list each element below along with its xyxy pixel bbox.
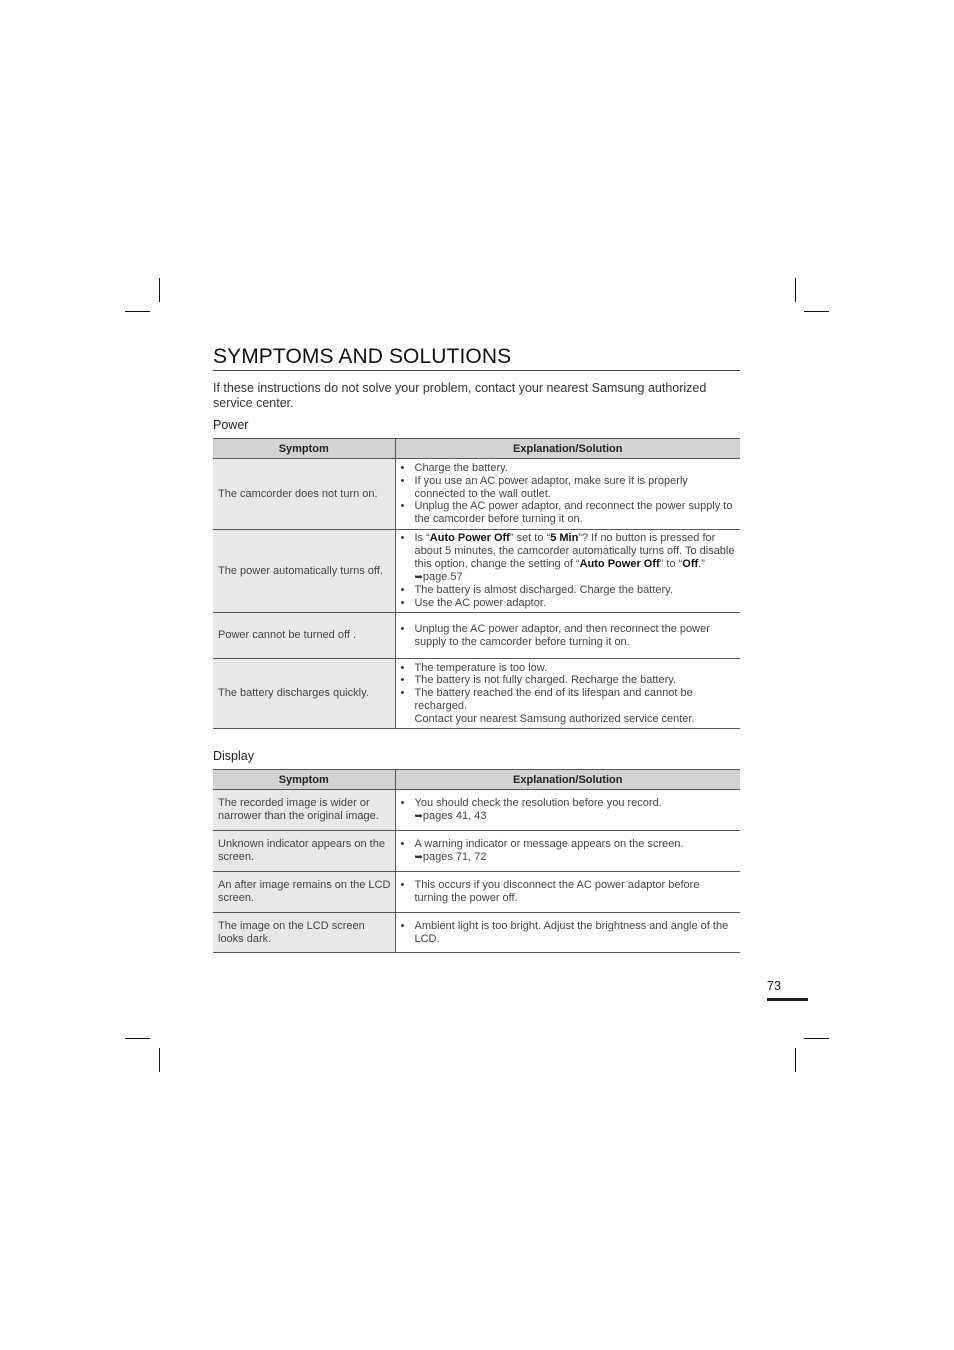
solution-cell	[395, 659, 740, 729]
table-row	[213, 790, 740, 831]
bullet-icon: •	[400, 837, 405, 850]
bullet-icon: •	[400, 919, 405, 932]
bullet-icon: •	[400, 796, 405, 809]
list-item	[401, 920, 737, 946]
bullet-icon: •	[400, 500, 405, 513]
symptom-cell: Power cannot be turned off .	[213, 613, 395, 659]
solution-list	[401, 462, 737, 526]
symptom-header: Symptom	[213, 770, 395, 790]
solution-list	[401, 662, 737, 726]
list-item	[401, 797, 737, 824]
table-row	[213, 459, 740, 530]
solution-text: Use the AC power adaptor.	[414, 597, 546, 610]
bullet-icon: •	[400, 622, 405, 635]
symptom-cell: The battery discharges quickly.	[213, 659, 395, 729]
symptom-header: Symptom	[213, 439, 395, 459]
solution-header: Explanation/Solution	[395, 770, 740, 790]
list-item	[401, 674, 737, 687]
table-row	[213, 872, 740, 913]
list-item	[401, 662, 737, 675]
solution-text-continued: Contact your nearest Samsung authorized service center.	[414, 712, 695, 725]
page-number-rule	[767, 998, 808, 1001]
solution-list	[401, 797, 737, 824]
setting-value: Off	[682, 557, 699, 570]
solution-text: Ambient light is too bright. Adjust the brightness and angle of the LCD.	[414, 919, 729, 945]
list-item	[401, 500, 737, 526]
solution-text: ” to “	[659, 557, 683, 570]
list-item	[401, 838, 737, 865]
crop-mark-bottom-right-vertical	[795, 1048, 796, 1072]
symptom-cell: The power automatically turns off.	[213, 530, 395, 613]
symptom-cell: The recorded image is wider or narrower than the original image.	[213, 790, 395, 831]
table-row	[213, 913, 740, 953]
crop-mark-top-right-horizontal	[804, 311, 829, 312]
power-section-heading: Power	[213, 418, 249, 432]
solution-cell	[395, 913, 740, 953]
bullet-icon: •	[400, 474, 405, 487]
list-item	[401, 475, 737, 501]
crop-mark-bottom-right-horizontal	[804, 1038, 829, 1039]
page-title: SYMPTOMS AND SOLUTIONS	[213, 344, 740, 371]
crop-mark-top-left-vertical	[159, 278, 160, 302]
power-table	[213, 438, 740, 729]
page-reference	[415, 571, 737, 585]
setting-value: 5 Min	[550, 532, 579, 545]
solution-text: .”	[698, 557, 705, 570]
intro-paragraph: If these instructions do not solve your problem, contact your nearest Samsung authorized service center.	[213, 381, 707, 410]
solution-text: ” set to “	[509, 532, 551, 545]
table-row	[213, 831, 740, 872]
list-item	[401, 462, 737, 475]
list-item	[401, 532, 737, 584]
display-table	[213, 769, 740, 953]
page-reference	[415, 810, 737, 824]
solution-cell	[395, 613, 740, 659]
symptom-cell: An after image remains on the LCD screen.	[213, 872, 395, 913]
solution-text: The battery reached the end of its lifespan and cannot be recharged.	[414, 687, 693, 712]
page-reference-text: page 57	[422, 570, 463, 583]
table-row	[213, 659, 740, 729]
page-content	[213, 344, 740, 953]
display-section-heading: Display	[213, 749, 254, 763]
solution-list	[401, 532, 737, 610]
table-row	[213, 530, 740, 613]
solution-text: If you use an AC power adaptor, make sure it is properly connected to the wall outlet.	[414, 474, 688, 500]
bullet-icon: •	[400, 661, 405, 674]
arrow-icon: ➥	[414, 571, 423, 583]
solution-cell	[395, 530, 740, 613]
bullet-icon: •	[400, 584, 405, 597]
solution-cell	[395, 831, 740, 872]
list-item	[401, 597, 737, 610]
setting-name: Auto Power Off	[429, 532, 510, 545]
arrow-icon: ➥	[414, 810, 423, 822]
symptom-cell: The image on the LCD screen looks dark.	[213, 913, 395, 953]
solution-cell	[395, 459, 740, 530]
solution-text: Is “	[414, 532, 430, 545]
table-header-row	[213, 439, 740, 459]
list-item	[401, 687, 737, 725]
bullet-icon: •	[400, 532, 405, 545]
bullet-icon: •	[400, 879, 405, 892]
solution-text: You should check the resolution before you record.	[414, 796, 662, 809]
crop-mark-bottom-left-horizontal	[125, 1038, 150, 1039]
solution-text: A warning indicator or message appears on the screen.	[414, 837, 684, 850]
solution-list	[401, 879, 737, 905]
crop-mark-top-right-vertical	[795, 278, 796, 302]
bullet-icon: •	[400, 687, 405, 700]
page-reference	[415, 851, 737, 865]
setting-name: Auto Power Off	[579, 557, 660, 570]
solution-list	[401, 920, 737, 946]
solution-list	[401, 623, 737, 649]
page-reference-text: pages 41, 43	[422, 809, 487, 822]
solution-text: The battery is almost discharged. Charge the battery.	[414, 584, 673, 597]
solution-text: Unplug the AC power adaptor, and then reconnect the power supply to the camcorder before turning it on.	[414, 622, 710, 648]
crop-mark-bottom-left-vertical	[159, 1048, 160, 1072]
symptom-cell: Unknown indicator appears on the screen.	[213, 831, 395, 872]
page-number: 73	[767, 979, 781, 993]
solution-text: The battery is not fully charged. Recharge the battery.	[414, 674, 676, 687]
list-item	[401, 879, 737, 905]
solution-text: The temperature is too low.	[414, 661, 548, 674]
solution-list	[401, 838, 737, 865]
solution-text: Charge the battery.	[414, 462, 508, 474]
bullet-icon: •	[400, 462, 405, 474]
arrow-icon: ➥	[414, 851, 423, 863]
list-item	[401, 584, 737, 597]
crop-mark-top-left-horizontal	[125, 311, 150, 312]
bullet-icon: •	[400, 597, 405, 610]
solution-cell	[395, 790, 740, 831]
bullet-icon: •	[400, 674, 405, 687]
page-reference-text: pages 71, 72	[422, 850, 487, 863]
symptom-cell: The camcorder does not turn on.	[213, 459, 395, 530]
solution-header: Explanation/Solution	[395, 439, 740, 459]
table-header-row	[213, 770, 740, 790]
table-row	[213, 613, 740, 659]
solution-text: ”? If no button is pressed for about 5 minutes, the camcorder automatically turns off. To disable this option, change the setting of “	[414, 532, 735, 570]
solution-cell	[395, 872, 740, 913]
solution-text: This occurs if you disconnect the AC power adaptor before turning the power off.	[414, 879, 700, 904]
list-item	[401, 623, 737, 649]
solution-text: Unplug the AC power adaptor, and reconnect the power supply to the camcorder before turning it on.	[414, 500, 733, 526]
